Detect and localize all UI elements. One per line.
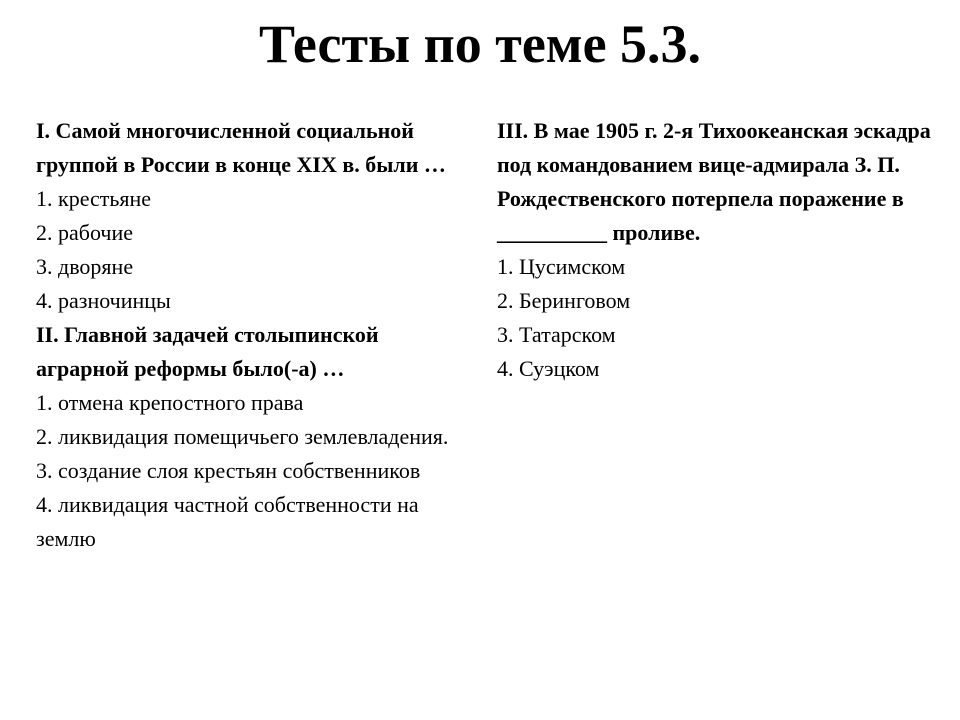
answer-option: 2. Беринговом <box>497 288 631 313</box>
question-2-answers <box>36 386 466 556</box>
question-1-text: I. Самой многочисленной социальной группой в России в конце XIX в. были … <box>36 118 446 177</box>
left-column <box>36 114 466 556</box>
answer-option: 3. создание слоя крестьян собственников <box>36 458 421 483</box>
answer-option: 4. разночинцы <box>36 288 171 313</box>
question-block-1 <box>36 114 466 318</box>
slide-title: Тесты по теме 5.3. <box>258 14 702 74</box>
question-block-3 <box>497 114 937 386</box>
answer-option: 1. отмена крепостного права <box>36 390 304 415</box>
question-block-2 <box>36 318 466 556</box>
answer-option: 3. Татарском <box>497 322 616 347</box>
answer-option: 2. рабочие <box>36 220 133 245</box>
answer-option: 1. Цусимском <box>497 254 626 279</box>
question-3-answers <box>497 250 937 386</box>
answer-option: 4. ликвидация частной собственности на землю <box>36 492 419 551</box>
answer-option: 4. Суэцком <box>497 356 600 381</box>
answer-option: 3. дворяне <box>36 254 134 279</box>
question-3-text: III. В мае 1905 г. 2-я Тихоокеанская эскадра под командованием вице-адмирала З. П. Рождественского потерпела поражение в __________ проливе. <box>497 118 931 245</box>
answer-option: 1. крестьяне <box>36 186 152 211</box>
answer-option: 2. ликвидация помещичьего землевладения. <box>36 424 449 449</box>
question-1-answers <box>36 182 466 318</box>
right-column <box>497 114 937 386</box>
question-2-text: II. Главной задачей столыпинской аграрной реформы было(-а) … <box>36 322 379 381</box>
